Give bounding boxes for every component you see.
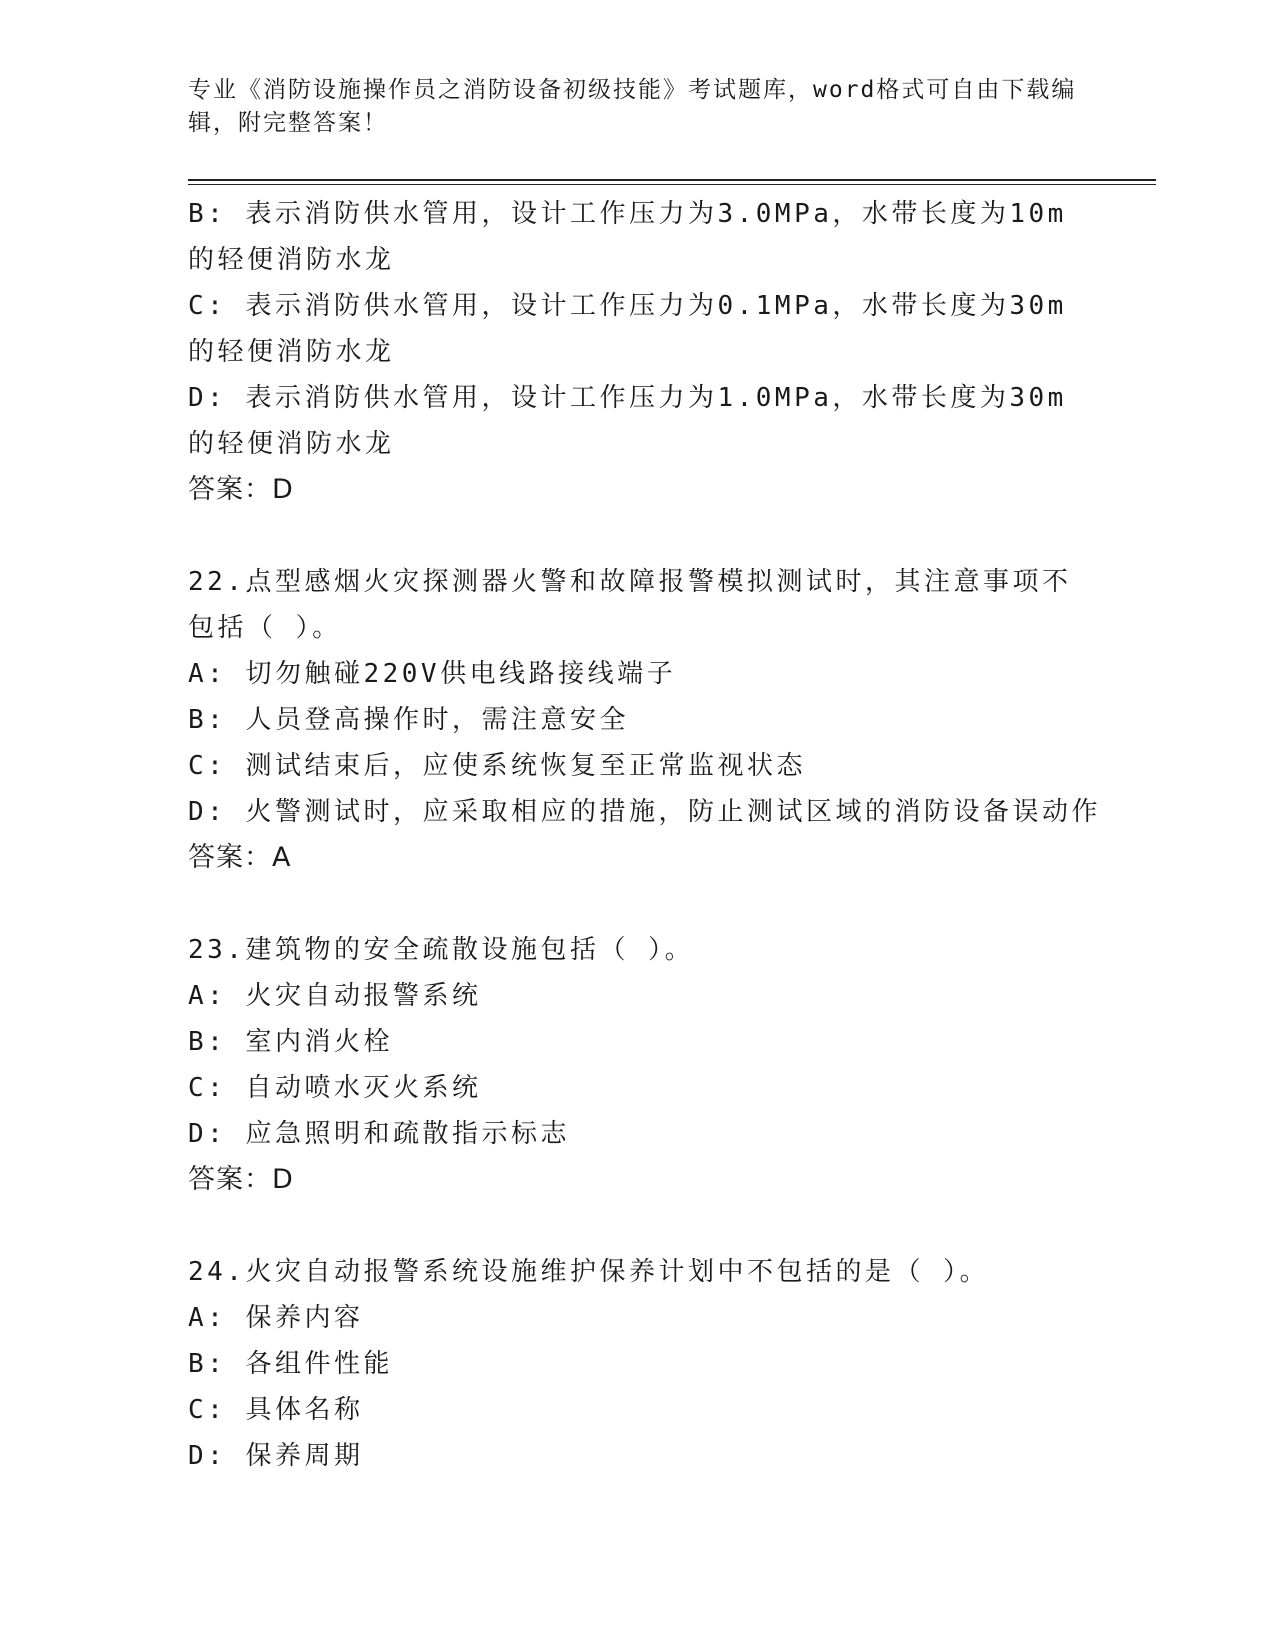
header-rule-thick [188, 179, 1156, 181]
spacer [188, 1203, 1088, 1249]
option-a: A: 保养内容 [188, 1303, 364, 1333]
option-a: A: 火灾自动报警系统 [188, 981, 482, 1011]
option-b: B: 人员登高操作时，需注意安全 [188, 705, 629, 735]
option-c: C: 自动喷水灭火系统 [188, 1073, 482, 1103]
spacer [188, 513, 1088, 559]
option-d: D: 应急照明和疏散指示标志 [188, 1119, 570, 1149]
option-b: B: 室内消火栓 [188, 1027, 393, 1057]
answer-line: 答案：D [188, 1164, 294, 1195]
option-d: D: 火警测试时，应采取相应的措施，防止测试区域的消防设备误动作 [188, 797, 1101, 827]
question-stem: 22.点型感烟火灾探测器火警和故障报警模拟测试时，其注意事项不包括（ ）。 [188, 567, 1072, 643]
question-stem: 24.火灾自动报警系统设施维护保养计划中不包括的是（ ）。 [188, 1257, 990, 1287]
prev-question-block [188, 191, 1088, 513]
option-b: B: 各组件性能 [188, 1349, 393, 1379]
page-header: 专业《消防设施操作员之消防设备初级技能》考试题库，word格式可自由下载编辑，附完整答案！ [188, 77, 1077, 136]
option-a: A: 切勿触碰220V供电线路接线端子 [188, 659, 677, 689]
answer-line: 答案：D [188, 474, 294, 505]
option-c: C: 表示消防供水管用，设计工作压力为0.1MPa，水带长度为30m的轻便消防水龙 [188, 291, 1067, 367]
option-c: C: 具体名称 [188, 1395, 364, 1425]
question-23 [188, 927, 1088, 1203]
question-24 [188, 1249, 1088, 1479]
option-d: D: 表示消防供水管用，设计工作压力为1.0MPa，水带长度为30m的轻便消防水龙 [188, 383, 1067, 459]
spacer [188, 881, 1088, 927]
question-stem: 23.建筑物的安全疏散设施包括（ ）。 [188, 935, 695, 965]
question-content [188, 191, 1101, 1479]
header-rule-thin [188, 184, 1156, 185]
option-b: B: 表示消防供水管用，设计工作压力为3.0MPa，水带长度为10m的轻便消防水龙 [188, 199, 1067, 275]
option-d: D: 保养周期 [188, 1441, 364, 1471]
option-c: C: 测试结束后，应使系统恢复至正常监视状态 [188, 751, 806, 781]
question-22 [188, 559, 1101, 881]
answer-line: 答案：A [188, 842, 292, 873]
